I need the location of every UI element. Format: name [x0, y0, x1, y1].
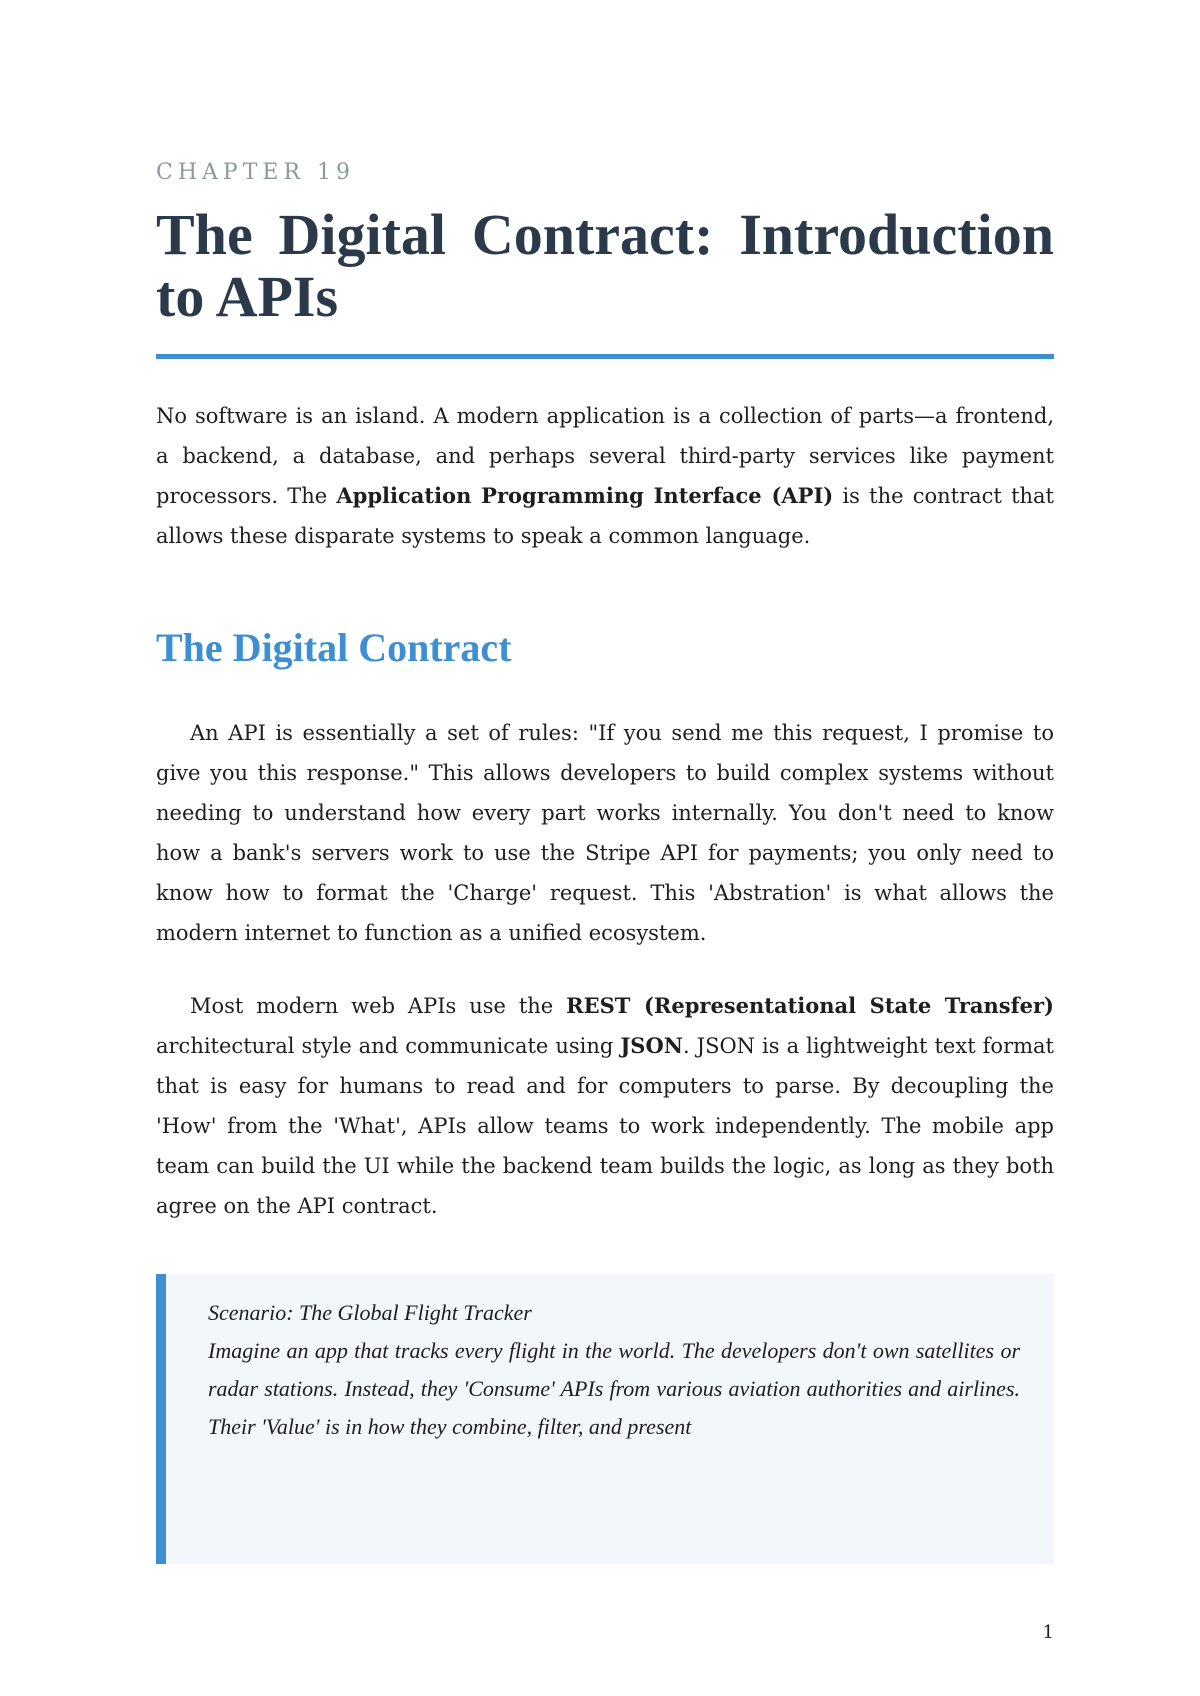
para2-bold-json: JSON [620, 1033, 683, 1058]
callout-content [208, 1294, 1020, 1446]
body-paragraph-1: An API is essentially a set of rules: "If you send me this request, I promise to give you this response." This allows developers to build complex systems without needing to understand how every part works internally. You don't need to know how a bank's servers work to use the Stripe API for payments; you only need to know how to format the 'Charge' request. This 'Abstration' is what allows the modern internet to function as a unified ecosystem. [156, 721, 1054, 945]
para2-text-3: . JSON is a lightweight text format that is easy for humans to read and for computers to parse. By decoupling the 'How' from the 'What', APIs allow teams to work independently. The mobile app team can build the UI while the backend team builds the logic, as long as they both agree on the API contract. [156, 1034, 1054, 1218]
para2-bold-rest: REST (Representational State Transfer) [566, 993, 1054, 1018]
section-heading: The Digital Contract [156, 625, 512, 670]
para2-text-1: Most modern web APIs use the [190, 994, 567, 1018]
document-page [156, 0, 1054, 1696]
callout-title: Scenario: The Global Flight Tracker [208, 1300, 532, 1325]
intro-paragraph [156, 396, 1054, 556]
intro-text-end: is the contract that allows these disparate systems to speak a common language. [156, 484, 1054, 548]
body-paragraph-2 [156, 986, 1054, 1226]
callout-text: Imagine an app that tracks every flight in the world. The developers don't own satellites or radar stations. Instead, they 'Consume' APIs from various aviation authorities and airlines. Their 'Value' is in how they combine, filter, and present [208, 1338, 1020, 1439]
chapter-title: The Digital Contract: Introduction to APIs [156, 202, 1054, 329]
scenario-callout [156, 1274, 1054, 1564]
intro-bold-term: Application Programming Interface (API) [336, 483, 834, 508]
para2-text-2: architectural style and communicate using [156, 1034, 621, 1058]
title-divider [156, 354, 1054, 359]
intro-text-start: No software is an island. A modern application is a collection of parts—a frontend, a backend, a database, and perhaps several third-party services like payment processors. The [156, 404, 1054, 508]
page-number: 1 [1042, 1622, 1054, 1643]
chapter-label: CHAPTER 19 [156, 160, 355, 185]
